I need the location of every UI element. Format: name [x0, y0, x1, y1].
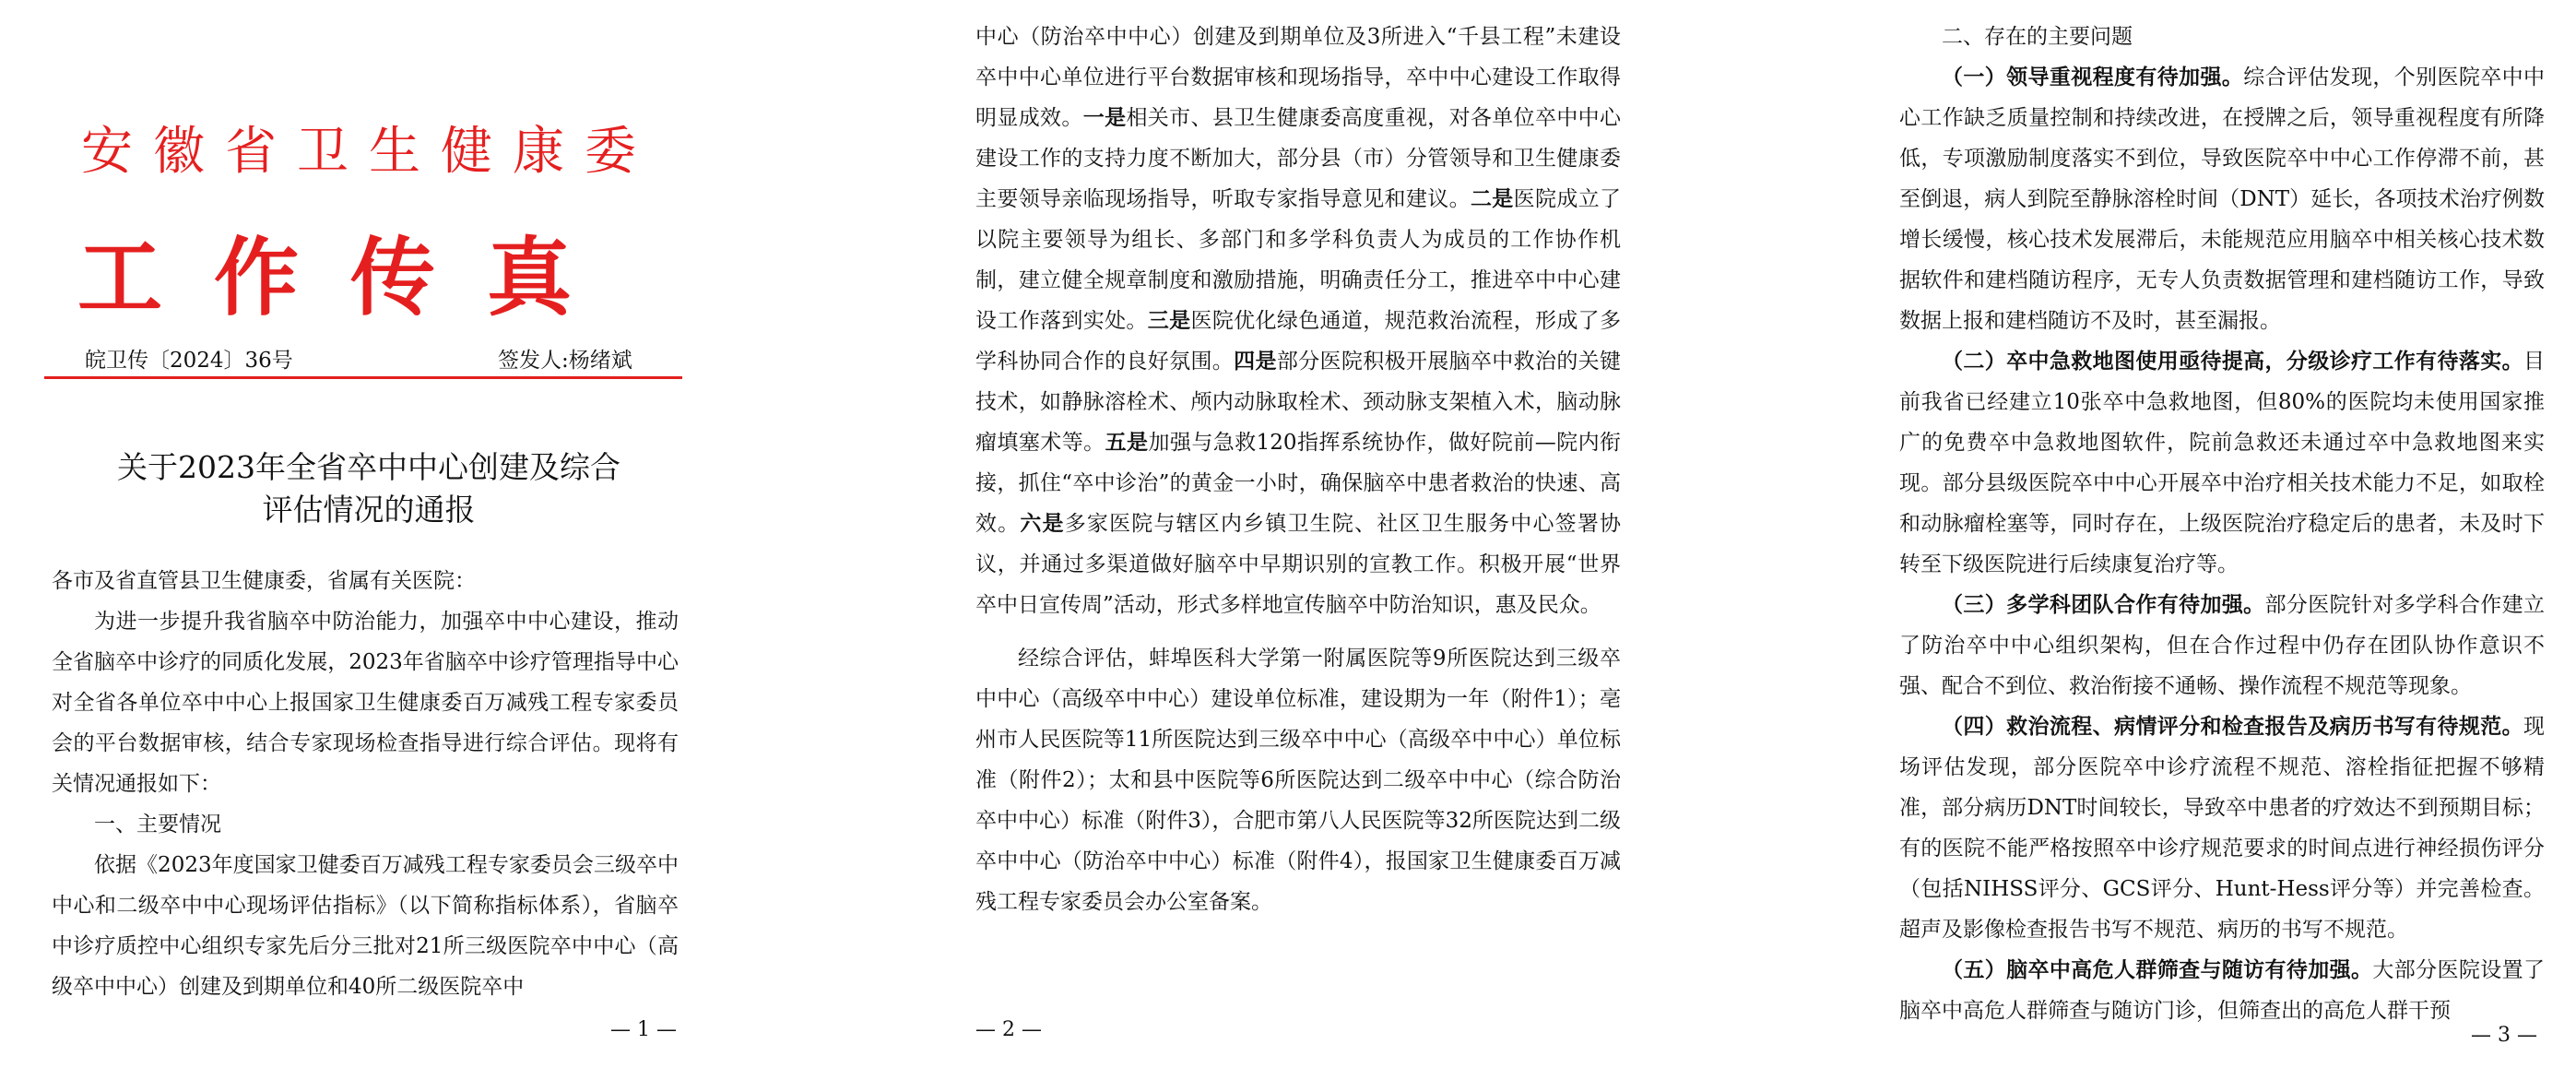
agency-name: 安徽省卫生健康委	[81, 122, 656, 182]
problem-3	[1899, 585, 2545, 706]
point-marker-5: 五是	[1105, 430, 1149, 455]
problem-text: 部分医院针对多学科合作建立了防治卒中中心组织架构，但在合作过程中仍存在团队协作意识不强、配合不到位、救治衔接不通畅、操作流程不规范等现象。	[1899, 593, 2546, 698]
problem-heading: （三）多学科团队合作有待加强。	[1942, 592, 2265, 617]
page-1	[0, 0, 728, 1080]
point-marker-2: 二是	[1470, 186, 1514, 211]
page-number: — 3 —	[2471, 1024, 2537, 1047]
point-marker-4: 四是	[1234, 349, 1277, 374]
red-divider	[44, 376, 682, 379]
point-marker-6: 六是	[1020, 511, 1065, 536]
text-run: 相关市、县卫生健康委高度重视，对各单位卒中中心建设工作的支持力度不断加大，部分县（市）分管领导和卫生健康委主要领导亲临现场指导，听取专家指导意见和建议。	[975, 106, 1622, 211]
text-run: 多家医院与辖区内乡镇卫生院、社区卫生服务中心签署协议，并通过多渠道做好脑卒中早期识别的宣教工作。积极开展“世界卒中日宣传周”活动，形式多样地宣传脑卒中防治知识，惠及民众。	[975, 512, 1622, 617]
problem-text: 大部分医院设置了脑卒中高危人群筛查与随访门诊，但筛查出的高危人群干预	[1899, 958, 2546, 1023]
title-line-1: 关于2023年全省卒中中心创建及综合	[117, 449, 620, 485]
page-2	[931, 0, 1669, 1080]
text-run: 医院成立了以院主要领导为组长、多部门和多学科负责人为成员的工作协作机制，建立健全规章制度和激励措施，明确责任分工，推进卒中中心建设工作落到实处。	[975, 187, 1622, 333]
point-marker-1: 一是	[1082, 105, 1127, 130]
point-marker-3: 三是	[1147, 308, 1191, 333]
problem-heading: （一）领导重视程度有待加强。	[1942, 65, 2244, 89]
document-title	[55, 446, 682, 531]
page-number: — 2 —	[975, 1018, 1042, 1041]
title-line-2: 评估情况的通报	[262, 492, 476, 528]
problem-text: 目前我省已经建立10张卒中急救地图，但80%的医院均未使用国家推广的免费卒中急救地图软件，院前急救还未通过卒中急救地图来实现。部分县级医院卒中中心开展卒中治疗相关技术能力不足，如取栓和动脉瘤栓塞等，同时存在，上级医院治疗稳定后的患者，未及时下转至下级医院进行后续康复治疗等。	[1899, 350, 2545, 576]
problem-heading: （五）脑卒中高危人群筛查与随访有待加强。	[1942, 957, 2373, 982]
intro-paragraph: 为进一步提升我省脑卒中防治能力，加强卒中中心建设，推动全省脑卒中诊疗的同质化发展，2023年省脑卒中诊疗管理指导中心对全省各单位卒中中心上报国家卫生健康委百万减残工程专家委员会的平台数据审核，结合专家现场检查指导进行综合评估。现将有关情况通报如下：	[52, 610, 679, 796]
achievements-paragraph	[975, 17, 1621, 625]
problem-heading: （二）卒中急救地图使用亟待提高，分级诊疗工作有待落实。	[1942, 349, 2523, 374]
page-3	[1881, 0, 2576, 1080]
problem-5	[1899, 950, 2545, 1031]
document-number: 皖卫传〔2024〕36号	[85, 349, 293, 373]
page-2-body	[975, 17, 1621, 922]
page-3-body	[1899, 17, 2545, 1031]
fax-title: 工作传真	[77, 228, 623, 327]
page-number: — 1 —	[610, 1018, 677, 1041]
problem-1	[1899, 57, 2545, 341]
section-heading-1: 一、主要情况	[94, 813, 221, 837]
signer: 签发人:杨绪斌	[498, 349, 632, 373]
text-run: 医院优化绿色通道，规范救治流程，形成了多学科协同合作的良好氛围。	[975, 309, 1622, 374]
salutation: 各市及省直管县卫生健康委，省属有关医院：	[52, 569, 476, 593]
text-run: 部分医院积极开展脑卒中救治的关键技术，如静脉溶栓术、颅内动脉取栓术、颈动脉支架植入术，脑动脉瘤填塞术等。	[975, 350, 1622, 455]
section-heading-2: 二、存在的主要问题	[1942, 25, 2133, 49]
text-run: 中心（防治卒中中心）创建及到期单位及3所进入“千县工程”未建设卒中中心单位进行平台数据审核和现场指导，卒中中心建设工作取得明显成效。	[975, 25, 1621, 130]
problem-text: 现场评估发现，部分医院卒中诊疗流程不规范、溶栓指征把握不够精准，部分病历DNT时间较长，导致卒中患者的疗效达不到预期目标；有的医院不能严格按照卒中诊疗规范要求的时间点进行神经损伤评分（包括NIHSS评分、GCS评分、Hunt-Hess评分等）并完善检查。超声及影像检查报告书写不规范、病历的书写不规范。	[1899, 715, 2545, 942]
evaluation-paragraph: 经综合评估，蚌埠医科大学第一附属医院等9所医院达到三级卒中中心（高级卒中中心）建设单位标准，建设期为一年（附件1）；亳州市人民医院等11所医院达到三级卒中中心（高级卒中中心）单位标准（附件2）；太和县中医院等6所医院达到二级卒中中心（综合防治卒中中心）标准（附件3），合肥市第八人民医院等32所医院达到二级卒中中心（防治卒中中心）标准（附件4），报国家卫生健康委百万减残工程专家委员会办公室备案。	[975, 647, 1621, 914]
problem-text: 综合评估发现，个别医院卒中中心工作缺乏质量控制和持续改进，在授牌之后，领导重视程度有所降低，专项激励制度落实不到位，导致医院卒中中心工作停滞不前，甚至倒退，病人到院至静脉溶栓时间（DNT）延长，各项技术治疗例数增长缓慢，核心技术发展滞后，未能规范应用脑卒中相关核心技术数据软件和建档随访程序，无专人负责数据管理和建档随访工作，导致数据上报和建档随访不及时，甚至漏报。	[1899, 65, 2546, 333]
problem-2	[1899, 341, 2545, 585]
problem-4	[1899, 706, 2545, 950]
page-1-body	[52, 561, 679, 1007]
main-situation-paragraph: 依据《2023年度国家卫健委百万减残工程专家委员会三级卒中中心和二级卒中中心现场评估指标》（以下简称指标体系），省脑卒中诊疗质控中心组织专家先后分三批对21所三级医院卒中中心（高级卒中中心）创建及到期单位和40所二级医院卒中	[52, 853, 679, 999]
text-run: 加强与急救120指挥系统协作，做好院前—院内衔接，抓住“卒中诊治”的黄金一小时，确保脑卒中患者救治的快速、高效。	[975, 431, 1622, 536]
problem-heading: （四）救治流程、病情评分和检查报告及病历书写有待规范。	[1942, 714, 2523, 739]
